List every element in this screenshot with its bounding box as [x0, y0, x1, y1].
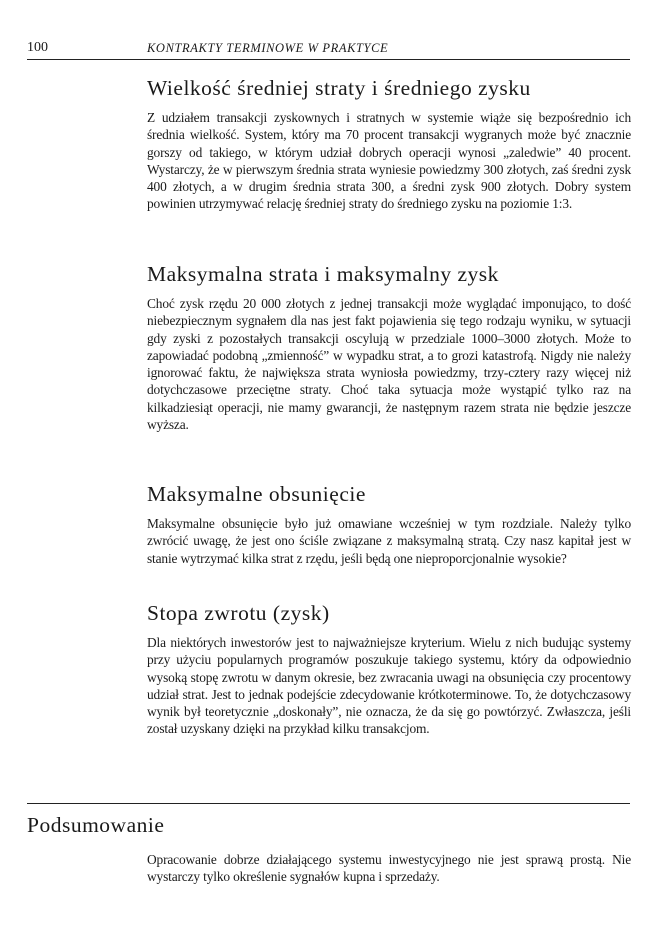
- section-heading: Maksymalna strata i maksymalny zysk: [147, 262, 499, 286]
- summary-heading: Podsumowanie: [27, 813, 165, 837]
- section-max-drawdown: [147, 481, 631, 567]
- section-paragraph: Z udziałem transakcji zyskownych i stratnych w systemie wiąże się bezpośrednio ich średnia wielkość. System, który ma 70 procent transakcji wygranych może być znacznie gorszy od takiego, w którym udział dobrych operacji wynosi „zaledwie” 40 procent. Wystarczy, że w pierwszym średnia strata wyniesie powiedzmy 300 złotych, zaś średni zysk 400 złotych, a w drugim średnia strata 300, a średni zysk 900 złotych. Dobry system powinien utrzymywać relację średniej straty do średniego zysku na poziomie 1:3.: [147, 110, 631, 212]
- section-heading: Wielkość średniej straty i średniego zysku: [147, 76, 531, 100]
- summary-paragraph: Opracowanie dobrze działającego systemu inwestycyjnego nie jest sprawą prostą. Nie wystarczy tylko określenie sygnałów kupna i sprzedaży.: [147, 852, 631, 885]
- section-paragraph: Dla niektórych inwestorów jest to najważniejsze kryterium. Wielu z nich budując systemy przy użyciu popularnych programów poszukuje takiego systemu, który da odpowiednio wysoką stopę zwrotu w danym okresie, bez zwracania uwagi na obsunięcia czy procentowy udział strat. Jest to jednak podejście zdecydowanie krótkoterminowe. To, że dotychczasowy wynik był teoretycznie „doskonały”, nie oznacza, że da się go powtórzyć. Zwłaszcza, jeśli został uzyskany dzięki na przykład kilku transakcjom.: [147, 635, 631, 737]
- section-paragraph: Choć zysk rzędu 20 000 złotych z jednej transakcji może wyglądać imponująco, to dość niebezpiecznym sygnałem dla nas jest fakt pojawienia się tego rodzaju wyniku, w sytuacji gdy zyski z pozostałych transakcji oscylują w przedziale 1000–3000 złotych. Może to zapowiadać podobną „zmienność” w wypadku strat, a to grozi katastrofą. Nigdy nie należy ignorować faktu, że największa strata wyniosła powiedzmy, trzy-cztery razy więcej niż dotychczasowe przeciętne straty. Choć taka sytuacja może wystąpić tylko raz na kilkadziesiąt operacji, nie mamy gwarancji, że następnym razem strata nie będzie jeszcze wyższa.: [147, 296, 631, 433]
- section-max-loss-profit: [147, 261, 631, 433]
- section-average-loss-profit: [147, 75, 631, 213]
- running-header: KONTRAKTY TERMINOWE W PRAKTYCE: [147, 41, 389, 55]
- section-heading: Maksymalne obsunięcie: [147, 482, 366, 506]
- header-rule: [27, 59, 630, 60]
- section-paragraph: Maksymalne obsunięcie było już omawiane wcześniej w tym rozdziale. Należy tylko zwrócić uwagę, że jest ono ściśle związane z maksymalną stratą. Czy nasz kapitał jest w stanie wytrzymać kilka strat z rzędu, jeśli będą one nieproporcjonalnie wysokie?: [147, 516, 631, 566]
- section-heading: Stopa zwrotu (zysk): [147, 601, 330, 625]
- page-number: 100: [27, 40, 48, 55]
- section-rate-of-return: [147, 600, 631, 738]
- summary-rule: [27, 803, 630, 804]
